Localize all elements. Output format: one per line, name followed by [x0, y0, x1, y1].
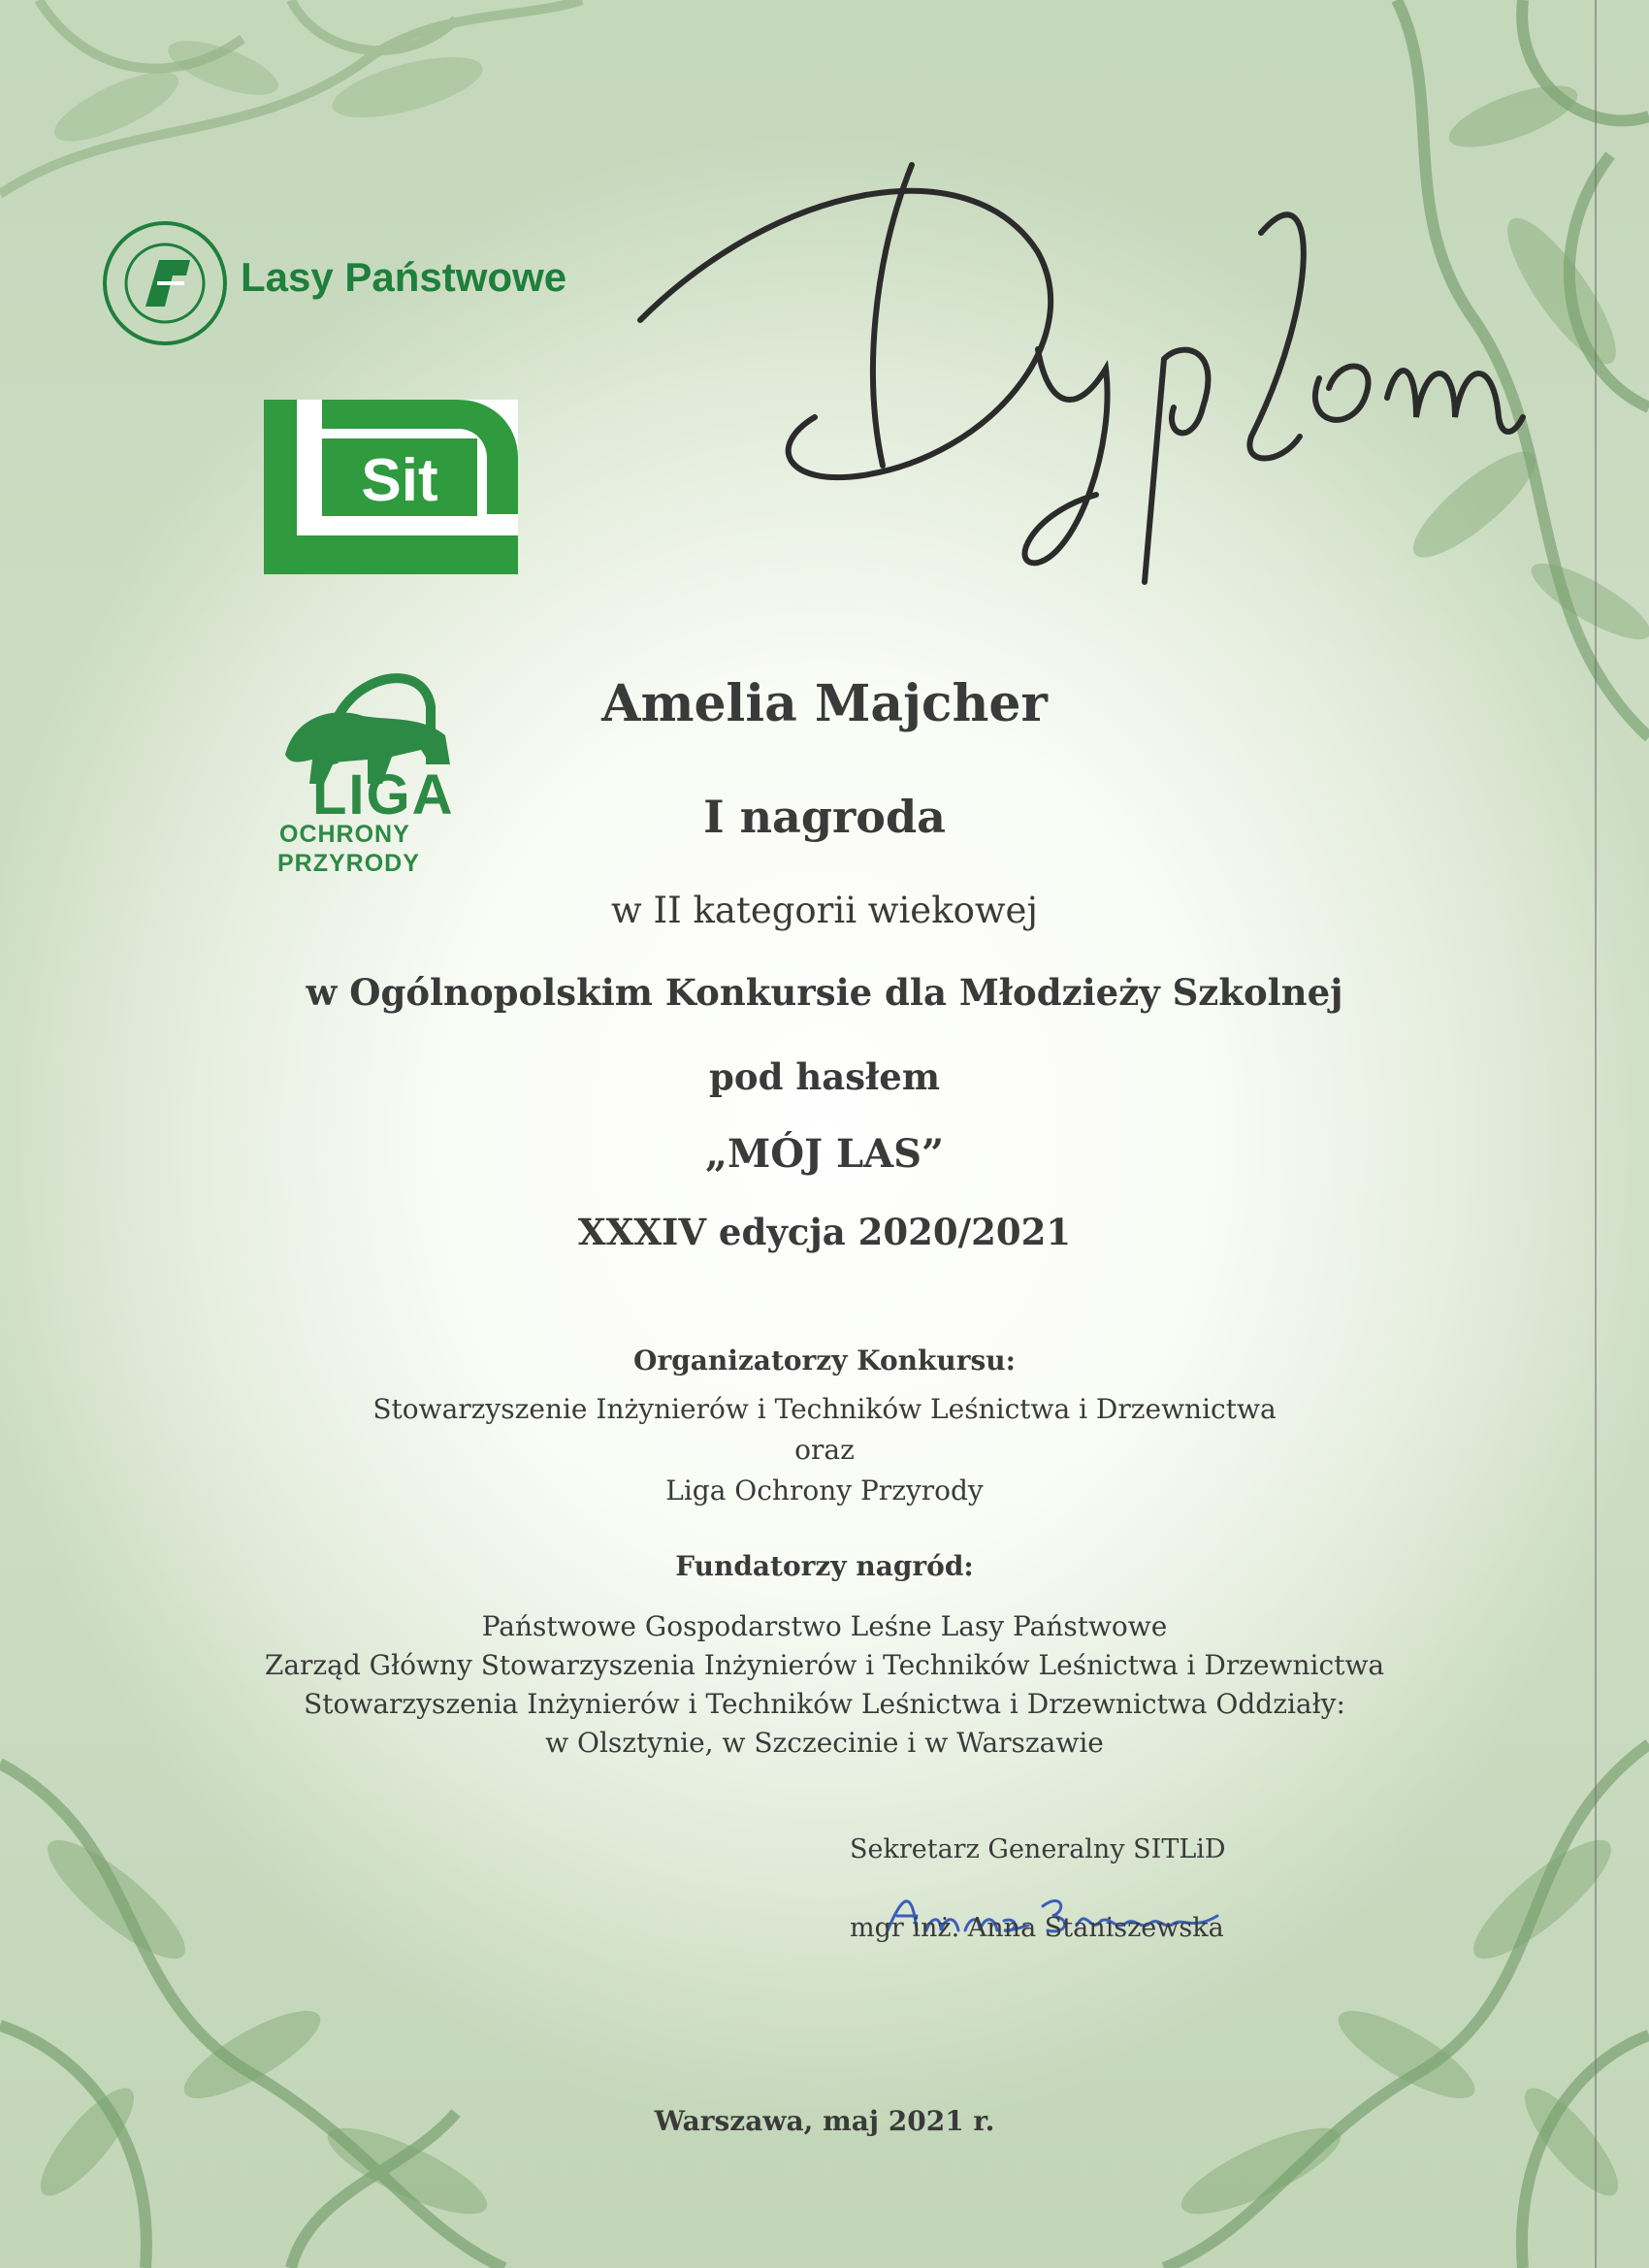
liga-logo-line2: PRZYRODY	[277, 850, 420, 877]
lasy-panstwowe-emblem-icon	[101, 219, 229, 347]
sit-logo-icon	[264, 400, 518, 574]
recipient-name: Amelia Majcher	[601, 674, 1048, 733]
organizers-line: oraz	[794, 1434, 855, 1466]
signatory-name: mgr inż. Anna Staniszewska	[850, 1913, 1224, 1943]
place-date: Warszawa, maj 2021 r.	[654, 2105, 995, 2137]
ornament-bottom-right-icon	[970, 1686, 1649, 2268]
organizers-line: Stowarzyszenie Inżynierów i Techników Leśnictwa i Drzewnictwa	[372, 1393, 1277, 1425]
lasy-panstwowe-logo-text: Lasy Państwowe	[241, 254, 567, 300]
signatory-role: Sekretarz Generalny SITLiD	[850, 1834, 1226, 1864]
contest-name: w Ogólnopolskim Konkursie dla Młodzieży Szkolnej	[306, 971, 1343, 1014]
liga-logo-line1: OCHRONY	[279, 821, 410, 848]
funders-heading: Fundatorzy nagród:	[675, 1550, 974, 1582]
funders-line: Państwowe Gospodarstwo Leśne Lasy Państwowe	[481, 1610, 1168, 1642]
funders-line: Zarząd Główny Stowarzyszenia Inżynierów i Techników Leśnictwa i Drzewnictwa	[264, 1649, 1385, 1681]
motto-intro: pod hasłem	[709, 1055, 940, 1098]
liga-logo-word: LIGA	[312, 763, 455, 826]
award-category: w II kategorii wiekowej	[611, 890, 1038, 931]
award-title: I nagroda	[703, 791, 946, 843]
dyplom-title-text: Dyplom	[621, 126, 625, 127]
contest-motto: „MÓJ LAS”	[704, 1131, 945, 1177]
ornament-top-left-icon	[0, 0, 601, 252]
ornament-bottom-left-icon	[0, 1686, 679, 2268]
contest-edition: XXXIV edycja 2020/2021	[577, 1211, 1072, 1253]
organizers-heading: Organizatorzy Konkursu:	[633, 1345, 1016, 1377]
funders-line: w Olsztynie, w Szczecinie i w Warszawie	[545, 1727, 1104, 1759]
dyplom-title-calligraphy	[621, 126, 1542, 592]
svg-text:Sit: Sit	[361, 447, 438, 514]
organizers-line: Liga Ochrony Przyrody	[665, 1474, 984, 1507]
funders-line: Stowarzyszenia Inżynierów i Techników Leśnictwa i Drzewnictwa Oddziały:	[304, 1688, 1345, 1720]
